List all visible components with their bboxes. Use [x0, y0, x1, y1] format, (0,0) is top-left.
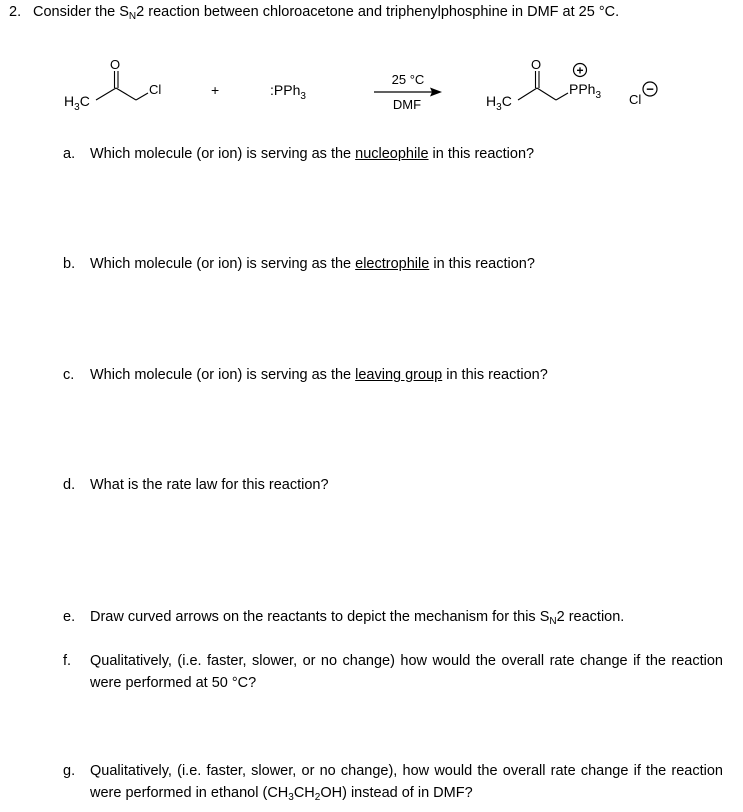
- part-g: [63, 760, 723, 804]
- part-e-text: Draw curved arrows on the reactants to depict the mechanism for this $S_N2$ reaction.: [90, 609, 625, 627]
- part-f-letter: f.: [63, 653, 72, 669]
- part-e-letter: e.: [63, 609, 76, 625]
- part-f-text: Qualitatively, (i.e. faster, slower, or no change) how would the overall rate change if the reaction were performed at 50 °C?: [90, 653, 723, 691]
- product-phosphonium-label: PPh$_3$: [569, 81, 602, 101]
- part-e: [63, 606, 723, 628]
- part-c-keyword: leaving group: [355, 367, 443, 383]
- chloroacetone-bond-2: [116, 88, 136, 100]
- part-d: [63, 474, 723, 496]
- part-g-text: Qualitatively, (i.e. faster, slower, or no change), how would the overall rate change if the reaction were performed in ethanol $(CH_3CH_2OH)$ instead of in DMF?: [90, 763, 723, 803]
- part-d-text: What is the rate law for this reaction?: [90, 477, 329, 493]
- plus-sign: +: [211, 82, 220, 98]
- part-a-keyword: nucleophile: [355, 146, 429, 162]
- chloroacetone-chlorine: Cl: [149, 82, 162, 97]
- reaction-scheme: [0, 40, 743, 130]
- part-a-text: Which molecule (or ion) is serving as the nucleophile in this reaction?: [90, 146, 535, 162]
- part-a: [63, 143, 723, 165]
- product-structure: [486, 57, 601, 113]
- triphenylphosphine-label: :PPh$_3$: [270, 82, 306, 102]
- part-b-text: Which molecule (or ion) is serving as the electrophile in this reaction?: [90, 256, 535, 272]
- question-intro-a: Consider the S: [33, 4, 129, 20]
- chloride-label: Cl: [629, 92, 642, 107]
- part-c-text: Which molecule (or ion) is serving as the leaving group in this reaction?: [90, 367, 548, 383]
- chloride-counter-ion: [629, 82, 657, 108]
- part-b: [63, 253, 723, 275]
- question-sn2-subscript: N: [128, 11, 137, 22]
- part-b-keyword: electrophile: [355, 256, 430, 272]
- svg-text:−: −: [646, 81, 654, 97]
- part-c-letter: c.: [63, 367, 75, 383]
- question-intro-b: 2 reaction between chloroacetone and triphenylphosphine in DMF at 25 °C.: [136, 4, 620, 20]
- negative-charge-icon: [643, 82, 657, 97]
- reaction-arrow: [374, 72, 442, 112]
- arrow-condition-solvent: DMF: [392, 97, 422, 112]
- part-b-letter: b.: [63, 256, 76, 272]
- chloroacetone-methyl: $H_3C$: [64, 93, 90, 113]
- product-oxygen: O: [531, 57, 542, 72]
- product-bond-2: [537, 88, 556, 100]
- positive-charge-icon: [574, 64, 587, 78]
- chloroacetone-bond-1: [96, 88, 116, 100]
- part-a-letter: a.: [63, 146, 76, 162]
- part-c: [63, 364, 723, 386]
- product-bond-1: [518, 88, 537, 100]
- part-f: [63, 650, 723, 694]
- part-g-letter: g.: [63, 763, 76, 779]
- arrow-condition-temperature: 25 °C: [391, 72, 425, 87]
- part-d-letter: d.: [63, 477, 76, 493]
- question-heading: [9, 4, 619, 20]
- chloroacetone-structure: [64, 57, 161, 113]
- product-bond-3: [556, 93, 568, 100]
- chloroacetone-bond-3: [136, 93, 148, 100]
- chloroacetone-oxygen: O: [110, 57, 121, 72]
- svg-text:+: +: [576, 63, 584, 78]
- question-number: 2.: [9, 4, 22, 20]
- product-methyl: $H_3C$: [486, 93, 512, 113]
